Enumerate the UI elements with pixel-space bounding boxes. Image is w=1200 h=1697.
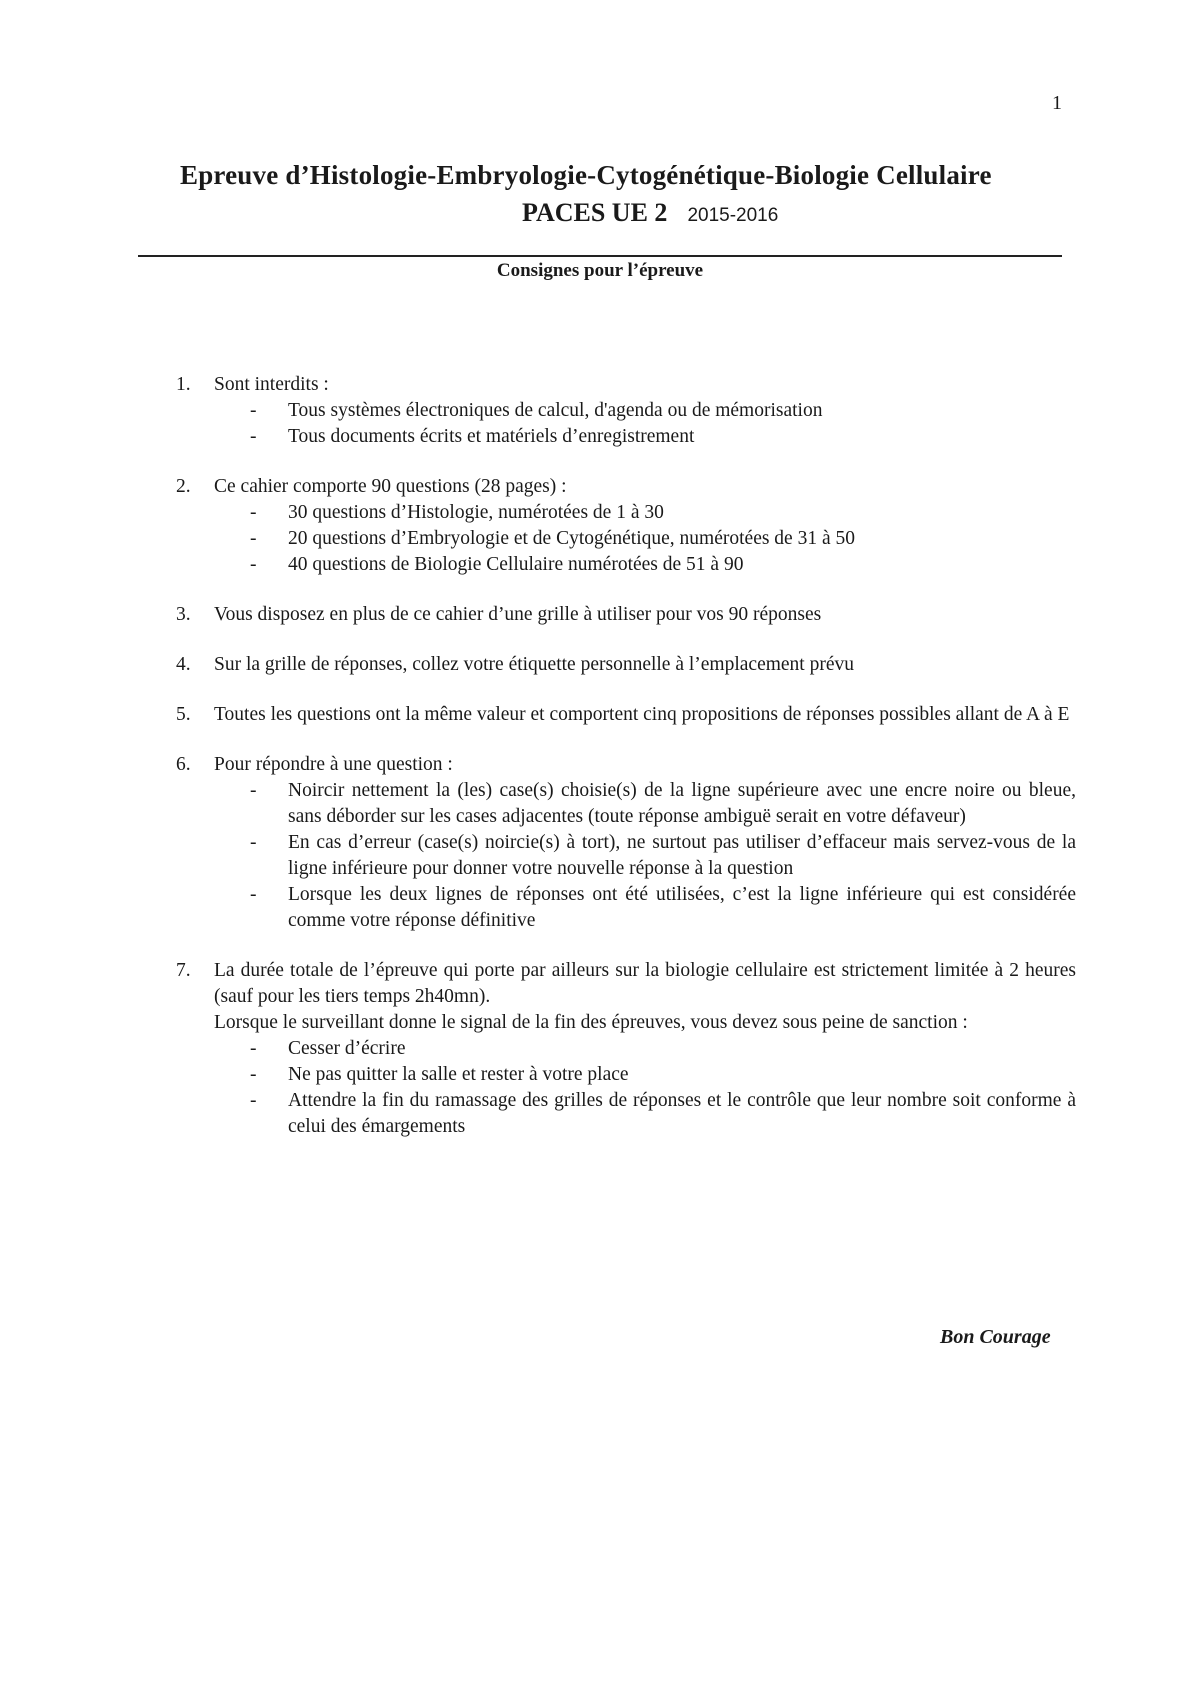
instruction-sub-item <box>214 778 1076 830</box>
bullet-dash: - <box>250 502 257 523</box>
instruction-sub-text: 40 questions de Biologie Cellulaire numérotées de 51 à 90 <box>288 554 744 575</box>
instruction-sub-item <box>214 1036 1076 1062</box>
instruction-sub-list <box>214 398 1076 450</box>
instruction-text: Sont interdits : <box>214 374 329 395</box>
instruction-text: Sur la grille de réponses, collez votre étiquette personnelle à l’emplacement prévu <box>214 654 854 675</box>
instruction-text: Vous disposez en plus de ce cahier d’une grille à utiliser pour vos 90 réponses <box>214 604 822 625</box>
bullet-dash: - <box>250 554 257 575</box>
instruction-sub-text: Tous documents écrits et matériels d’enregistrement <box>288 426 695 447</box>
instruction-number: 5. <box>176 704 191 725</box>
instruction-item <box>176 958 1076 1140</box>
exam-course: PACES UE 2 <box>522 198 668 227</box>
instruction-extra-text: Lorsque le surveillant donne le signal de la fin des épreuves, vous devez sous peine de sanction : <box>214 1012 968 1033</box>
instruction-number: 3. <box>176 604 191 625</box>
instruction-sub-item <box>214 830 1076 882</box>
instruction-item <box>176 652 1076 678</box>
instruction-sub-text: Tous systèmes électroniques de calcul, d'agenda ou de mémorisation <box>288 400 823 421</box>
instruction-sub-item <box>214 398 1076 424</box>
instruction-number: 4. <box>176 654 191 675</box>
page-number: 1 <box>1052 92 1062 114</box>
instruction-text: Toutes les questions ont la même valeur et comportent cinq propositions de réponses possibles allant de A à E <box>214 704 1070 725</box>
instruction-sub-item <box>214 1088 1076 1140</box>
instruction-sub-list <box>214 500 1076 578</box>
instruction-sub-item <box>214 526 1076 552</box>
instruction-number: 6. <box>176 754 191 775</box>
instruction-sub-text: Noircir nettement la (les) case(s) choisie(s) de la ligne supérieure avec une encre noire ou bleue, sans déborder sur les cases adjacentes (toute réponse ambiguë serait en votre défaveur) <box>288 780 1076 827</box>
instruction-text: Pour répondre à une question : <box>214 754 453 775</box>
bullet-dash: - <box>250 1090 257 1111</box>
instruction-item <box>176 474 1076 578</box>
exam-year: 2015-2016 <box>687 205 779 226</box>
instruction-item <box>176 602 1076 628</box>
instruction-sub-item <box>214 1062 1076 1088</box>
instruction-text: Ce cahier comporte 90 questions (28 pages) : <box>214 476 567 497</box>
bullet-dash: - <box>250 780 257 801</box>
instructions-heading: Consignes pour l’épreuve <box>496 260 704 281</box>
instructions-list <box>176 372 1076 1164</box>
instruction-sub-text: Attendre la fin du ramassage des grilles de réponses et le contrôle que leur nombre soit conforme à celui des émargements <box>288 1090 1076 1137</box>
instruction-sub-text: Cesser d’écrire <box>288 1038 406 1059</box>
instruction-sub-text: Lorsque les deux lignes de réponses ont été utilisées, c’est la ligne inférieure qui est considérée comme votre réponse définitive <box>288 884 1076 931</box>
instruction-item <box>176 372 1076 450</box>
instruction-sub-text: Ne pas quitter la salle et rester à votre place <box>288 1064 629 1085</box>
instruction-sub-text: En cas d’erreur (case(s) noircie(s) à tort), ne surtout pas utiliser d’effaceur mais servez-vous de la ligne inférieure pour donner votre nouvelle réponse à la question <box>288 832 1076 879</box>
instruction-text: La durée totale de l’épreuve qui porte par ailleurs sur la biologie cellulaire est strictement limitée à 2 heures (sauf pour les tiers temps 2h40mn). <box>214 960 1076 1007</box>
instruction-item <box>176 752 1076 934</box>
signoff: Bon Courage <box>940 1326 1051 1348</box>
instruction-sub-list <box>214 778 1076 934</box>
instruction-sub-item <box>214 424 1076 450</box>
instruction-item <box>176 702 1076 728</box>
bullet-dash: - <box>250 426 257 447</box>
bullet-dash: - <box>250 1064 257 1085</box>
instruction-sub-text: 30 questions d’Histologie, numérotées de 1 à 30 <box>288 502 664 523</box>
bullet-dash: - <box>250 832 257 853</box>
bullet-dash: - <box>250 884 257 905</box>
instruction-sub-list <box>214 1036 1076 1140</box>
exam-course-line <box>522 198 778 228</box>
instruction-sub-text: 20 questions d’Embryologie et de Cytogénétique, numérotées de 31 à 50 <box>288 528 855 549</box>
instruction-sub-item <box>214 500 1076 526</box>
exam-title: Epreuve d’Histologie-Embryologie-Cytogénétique-Biologie Cellulaire <box>180 160 992 190</box>
instruction-number: 7. <box>176 960 191 981</box>
instruction-number: 1. <box>176 374 191 395</box>
bullet-dash: - <box>250 1038 257 1059</box>
instruction-sub-item <box>214 882 1076 934</box>
bullet-dash: - <box>250 400 257 421</box>
title-divider <box>138 255 1062 257</box>
bullet-dash: - <box>250 528 257 549</box>
instruction-sub-item <box>214 552 1076 578</box>
instruction-number: 2. <box>176 476 191 497</box>
